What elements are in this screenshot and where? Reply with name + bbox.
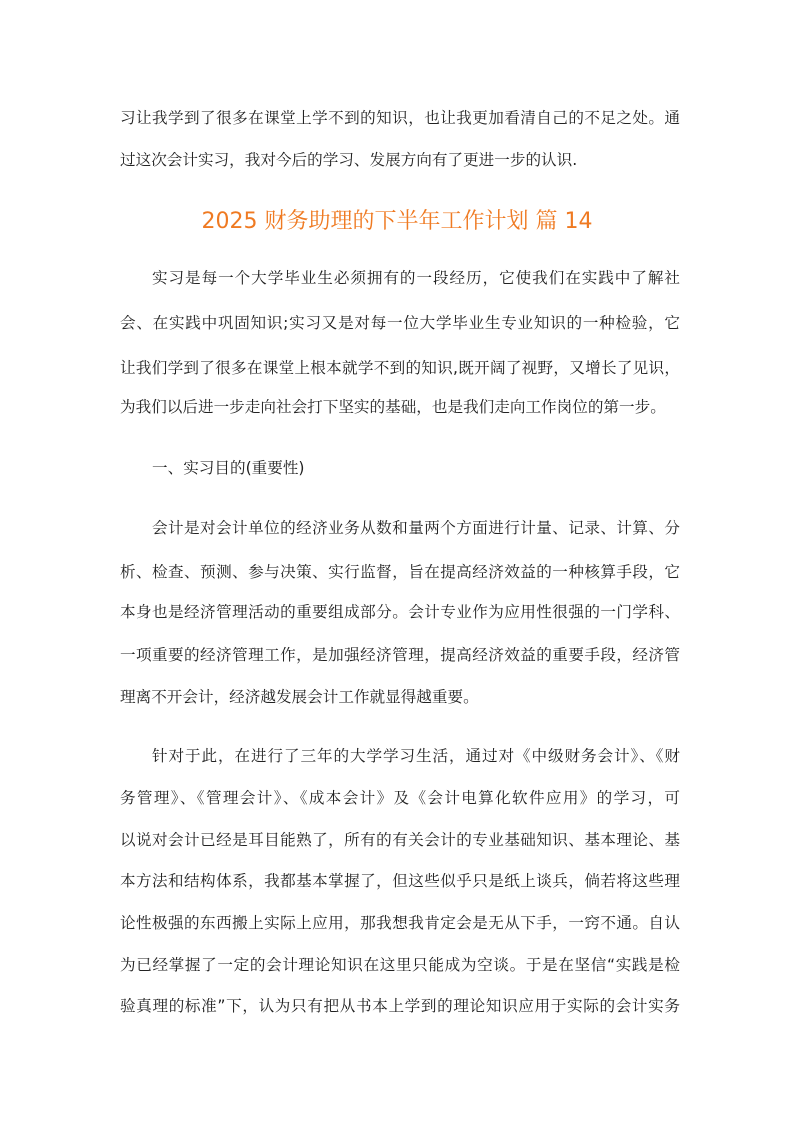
paragraph-line: 会、在实践中巩固知识;实习又是对每一位大学毕业生专业知识的一种检验，它 [120,314,680,332]
section-subheading: 一、实习目的(重要性) [152,459,305,477]
paragraph-line: 理离不开会计，经济越发展会计工作就显得越重要。 [120,688,479,706]
paragraph-line: 一项重要的经济管理工作，是加强经济管理，提高经济效益的重要手段，经济管 [120,646,680,664]
paragraph-line: 务管理》、《管理会计》、《成本会计》及《会计电算化软件应用》的学习，可 [120,789,680,807]
body-text-line: 习让我学到了很多在课堂上学不到的知识，也让我更加看清自己的不足之处。通 [120,109,680,127]
paragraph-line: 为已经掌握了一定的会计理论知识在这里只能成为空谈。于是在坚信“实践是检 [120,956,680,974]
paragraph-line: 验真理的标准”下，认为只有把从书本上学到的理论知识应用于实际的会计实务 [120,997,680,1015]
paragraph-line: 为我们以后进一步走向社会打下坚实的基础，也是我们走向工作岗位的第一步。 [120,398,666,416]
paragraph-line: 以说对会计已经是耳目能熟了，所有的有关会计的专业基础知识、基本理论、基 [120,831,680,849]
paragraph-line: 本方法和结构体系，我都基本掌握了，但这些似乎只是纸上谈兵，倘若将这些理 [120,872,680,890]
body-text-line: 过这次会计实习，我对今后的学习、发展方向有了更进一步的认识. [120,151,578,169]
paragraph-line: 论性极强的东西搬上实际上应用，那我想我肯定会是无从下手，一窍不通。自认 [120,914,680,932]
paragraph-line: 会计是对会计单位的经济业务从数和量两个方面进行计量、记录、计算、分 [152,519,680,537]
paragraph-line: 析、检查、预测、参与决策、实行监督，旨在提高经济效益的一种核算手段，它 [120,563,680,581]
paragraph-line: 实习是每一个大学毕业生必须拥有的一段经历，它使我们在实践中了解社 [152,269,680,287]
paragraph-line: 针对于此，在进行了三年的大学学习生活，通过对《中级财务会计》、《财 [152,747,680,765]
paragraph-line: 本身也是经济管理活动的重要组成部分。会计专业作为应用性很强的一门学科、 [120,603,680,621]
section-heading: 2025 财务助理的下半年工作计划 篇 14 [201,209,593,234]
paragraph-line: 让我们学到了很多在课堂上根本就学不到的知识,既开阔了视野，又增长了见识， [120,359,680,377]
